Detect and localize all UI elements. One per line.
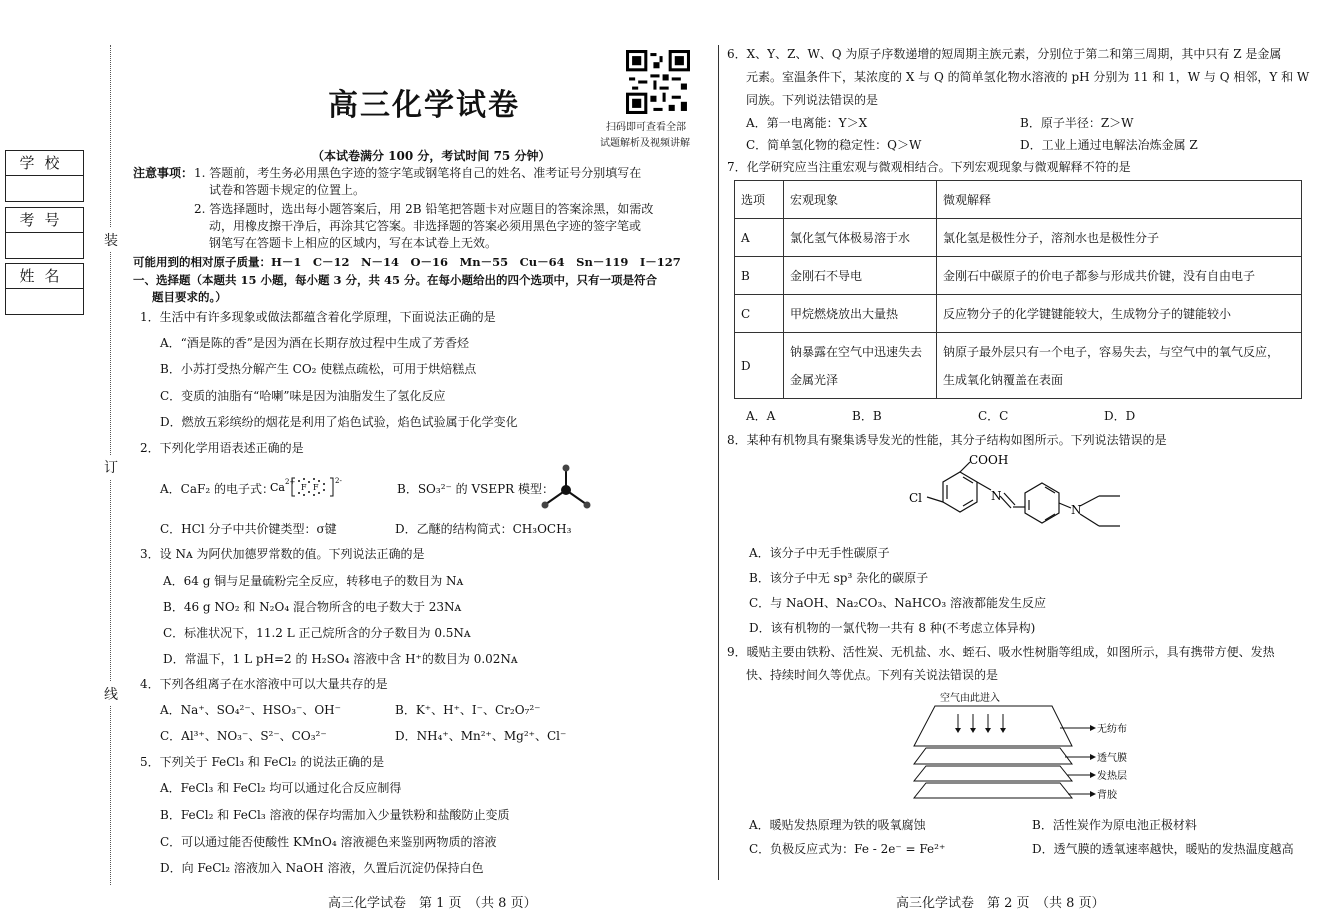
svg-text:F: F bbox=[301, 483, 307, 492]
school-blank bbox=[6, 176, 83, 201]
q8-option-d: D．该有机物的一氯代物一共有 8 种(不考虑立体异构) bbox=[749, 621, 1036, 635]
q6-option-b: B．原子半径：Z＞W bbox=[1020, 116, 1134, 130]
q7-row-c-micro: 反应物分子的化学键键能较大，生成物分子的键能较小 bbox=[937, 295, 1302, 333]
section-heading-1: 一、选择题（本题共 15 小题，每小题 3 分，共 45 分。在每小题给出的四个选项中，只有一项是符合 bbox=[133, 273, 658, 287]
q3-option-d: D．常温下，1 L pH=2 的 H₂SO₄ 溶液中含 H⁺的数目为 0.02Nᴀ bbox=[163, 652, 518, 666]
q7-row-a-micro: 氯化氢是极性分子，溶剂水也是极性分子 bbox=[937, 219, 1302, 257]
q1-option-c: C．变质的油脂有“哈喇”味是因为油脂发生了氢化反应 bbox=[160, 389, 446, 403]
q7-row-c-option: C bbox=[735, 295, 784, 333]
q1-option-d: D．燃放五彩缤纷的烟花是利用了焰色试验，焰色试验属于化学变化 bbox=[160, 415, 518, 429]
layer-heating-label: 发热层 bbox=[1097, 771, 1127, 782]
table-row bbox=[735, 295, 1302, 333]
q7-row-d-macro bbox=[784, 333, 937, 399]
q9-stem-1: 9．暖贴主要由铁粉、活性炭、无机盐、水、蛭石、吸水性树脂等组成，如图所示，具有携带方便、发热 bbox=[727, 645, 1275, 659]
imine-n-label: N bbox=[991, 489, 1002, 503]
q2-option-b: B．SO₃²⁻ 的 VSEPR 模型： bbox=[397, 482, 555, 496]
q7-row-d-macro-1: 钠暴露在空气中迅速失去 bbox=[790, 344, 923, 359]
note-2a: 2. 答选择题时，选出每小题答案后，用 2B 铅笔把答题卡对应题目的答案涂黑，如需改 bbox=[194, 202, 654, 216]
q7-row-d-micro-1: 钠原子最外层只有一个电子，容易失去，与空气中的氧气反应， bbox=[943, 344, 1280, 359]
q5-option-c: C．可以通过能否使酸性 KMnO₄ 溶液褪色来鉴别两物质的溶液 bbox=[160, 835, 497, 849]
binding-char-1: 装 bbox=[104, 228, 118, 252]
q1-stem: 1．生活中有许多现象或做法都蕴含着化学原理，下面说法正确的是 bbox=[140, 310, 496, 324]
q7-row-d-option: D bbox=[735, 333, 784, 399]
q6-stem-3: 同族。下列说法错误的是 bbox=[746, 93, 879, 107]
q7-header-macro: 宏观现象 bbox=[784, 181, 937, 219]
chlorine-label: Cl bbox=[909, 491, 923, 505]
school-label: 学校 bbox=[6, 151, 83, 176]
q7-stem: 7．化学研究应当注重宏观与微观相结合。下列宏观现象与微观解释不符的是 bbox=[727, 160, 1131, 174]
q9-option-b: B．活性炭作为原电池正极材料 bbox=[1032, 818, 1197, 832]
q3-option-a: A．64 g 铜与足量硫粉完全反应，转移电子的数目为 Nᴀ bbox=[163, 574, 464, 588]
q7-header-row bbox=[735, 181, 1302, 219]
q7-row-a-macro: 氯化氢气体极易溶于水 bbox=[784, 219, 937, 257]
qr-caption-1: 扫码即可查看全部 bbox=[606, 122, 686, 133]
q2-stem: 2．下列化学用语表述正确的是 bbox=[140, 441, 304, 455]
q9-option-d: D．透气膜的透氧速率越快，暖贴的发热温度越高 bbox=[1032, 842, 1294, 856]
q7-row-d-micro-2: 生成氧化钠覆盖在表面 bbox=[943, 372, 1064, 387]
q6-option-c: C．简单氢化物的稳定性：Q＞W bbox=[746, 138, 922, 152]
q4-stem: 4．下列各组离子在水溶液中可以大量共存的是 bbox=[140, 677, 388, 691]
q8-stem: 8．某种有机物具有聚集诱导发光的性能，其分子结构如图所示。下列说法错误的是 bbox=[727, 433, 1167, 447]
q8-option-a: A．该分子中无手性碳原子 bbox=[749, 546, 890, 560]
q4-option-c: C．Al³⁺、NO₃⁻、S²⁻、CO₃²⁻ bbox=[160, 729, 327, 743]
svg-text:2-: 2- bbox=[335, 477, 342, 485]
q7-choice-c: C．C bbox=[978, 409, 1009, 423]
exam-no-box bbox=[5, 207, 84, 259]
q7-choice-b: B．B bbox=[852, 409, 882, 423]
footer-page-1: 高三化学试卷 第 1 页 （共 8 页） bbox=[328, 896, 537, 911]
amine-n-label: N bbox=[1071, 503, 1082, 517]
q7-row-c-macro: 甲烷燃烧放出大量热 bbox=[784, 295, 937, 333]
q7-header-option: 选项 bbox=[735, 181, 784, 219]
binding-char-3: 线 bbox=[104, 682, 118, 706]
q3-option-b: B．46 g NO₂ 和 N₂O₄ 混合物所含的电子数大于 23Nᴀ bbox=[163, 600, 462, 614]
q9-option-a: A．暖贴发热原理为铁的吸氧腐蚀 bbox=[749, 818, 926, 832]
q7-choice-a: A．A bbox=[746, 409, 776, 423]
q7-row-d-macro-2: 金属光泽 bbox=[790, 372, 839, 387]
binding-char-2: 订 bbox=[104, 455, 118, 479]
svg-text:2+: 2+ bbox=[285, 478, 296, 486]
note-2b: 动，用橡皮擦干净后，再涂其它答案。非选择题的答案必须用黑色字迹的签字笔或 bbox=[209, 219, 642, 233]
q9-option-c: C．负极反应式为：Fe - 2e⁻ = Fe²⁺ bbox=[749, 842, 946, 856]
note-1b: 试卷和答题卡规定的位置上。 bbox=[209, 183, 366, 197]
q2-option-c: C．HCl 分子中共价键类型：σ键 bbox=[160, 522, 337, 536]
exam-no-blank bbox=[6, 233, 83, 258]
q6-stem-2: 元素。室温条件下，某浓度的 X 与 Q 的简单氢化物水溶液的 pH 分别为 11 和 1，W 与 Q 相邻，Y 和 W bbox=[746, 70, 1310, 84]
q8-option-b: B．该分子中无 sp³ 杂化的碳原子 bbox=[749, 571, 929, 585]
name-blank bbox=[6, 289, 83, 314]
section-heading-2: 题目要求的。） bbox=[152, 290, 227, 304]
q7-row-b-macro: 金刚石不导电 bbox=[784, 257, 937, 295]
svg-text:F: F bbox=[313, 483, 319, 492]
q7-row-a-option: A bbox=[735, 219, 784, 257]
cooh-label: COOH bbox=[969, 453, 1009, 467]
page-title: 高三化学试卷 bbox=[328, 88, 520, 123]
air-inlet-label: 空气由此进入 bbox=[940, 693, 1000, 704]
q1-option-b: B．小苏打受热分解产生 CO₂ 使糕点疏松，可用于烘焙糕点 bbox=[160, 362, 477, 376]
q4-option-b: B．K⁺、H⁺、I⁻、Cr₂O₇²⁻ bbox=[395, 703, 541, 717]
q4-option-a: A．Na⁺、SO₄²⁻、HSO₃⁻、OH⁻ bbox=[160, 703, 341, 717]
molecule-structure-icon bbox=[905, 450, 1135, 540]
qr-code-icon bbox=[626, 50, 690, 114]
layer-membrane-label: 透气膜 bbox=[1097, 753, 1127, 764]
atomic-masses: 可能用到的相对原子质量：H－1 C－12 N－14 O－16 Mn－55 Cu－64 Sn－119 I－127 bbox=[133, 255, 681, 269]
q7-header-micro: 微观解释 bbox=[937, 181, 1302, 219]
footer-page-2: 高三化学试卷 第 2 页 （共 8 页） bbox=[896, 896, 1105, 911]
q6-option-a: A．第一电离能：Y＞X bbox=[746, 116, 868, 130]
q3-stem: 3．设 Nᴀ 为阿伏加德罗常数的值。下列说法正确的是 bbox=[140, 547, 425, 561]
table-row bbox=[735, 333, 1302, 399]
name-box bbox=[5, 263, 84, 315]
qr-caption-2: 试题解析及视频讲解 bbox=[600, 138, 690, 149]
q2-option-d: D．乙醚的结构简式：CH₃OCH₃ bbox=[395, 522, 572, 536]
column-divider bbox=[718, 45, 719, 880]
q6-stem-1: 6．X、Y、Z、W、Q 为原子序数递增的短周期主族元素，分别位于第二和第三周期，其中只有 Z 是金属 bbox=[727, 47, 1282, 61]
q2-option-a: A．CaF₂ 的电子式： bbox=[160, 482, 274, 496]
layer-adhesive-label: 背胶 bbox=[1097, 790, 1117, 801]
q7-choice-d: D．D bbox=[1104, 409, 1136, 423]
q5-option-d: D．向 FeCl₂ 溶液加入 NaOH 溶液，久置后沉淀仍保持白色 bbox=[160, 861, 484, 875]
table-row bbox=[735, 219, 1302, 257]
q3-option-c: C．标准状况下，11.2 L 正己烷所含的分子数目为 0.5Nᴀ bbox=[163, 626, 471, 640]
exam-subtitle: （本试卷满分 100 分，考试时间 75 分钟） bbox=[312, 149, 551, 163]
electron-formula-icon bbox=[268, 474, 348, 500]
q1-option-a: A．“酒是陈的香”是因为酒在长期存放过程中生成了芳香烃 bbox=[160, 336, 469, 350]
vsepr-model-icon bbox=[538, 462, 594, 510]
heat-pad-diagram bbox=[910, 688, 1140, 806]
exam-no-label: 考号 bbox=[6, 208, 83, 233]
q8-option-c: C．与 NaOH、Na₂CO₃、NaHCO₃ 溶液都能发生反应 bbox=[749, 596, 1047, 610]
q5-stem: 5．下列关于 FeCl₃ 和 FeCl₂ 的说法正确的是 bbox=[140, 755, 385, 769]
q7-row-b-micro: 金刚石中碳原子的价电子都参与形成共价键，没有自由电子 bbox=[937, 257, 1302, 295]
q5-option-a: A．FeCl₃ 和 FeCl₂ 均可以通过化合反应制得 bbox=[160, 781, 402, 795]
note-2c: 钢笔写在答题卡上相应的区域内，写在本试卷上无效。 bbox=[209, 236, 498, 250]
school-box bbox=[5, 150, 84, 202]
q6-option-d: D．工业上通过电解法冶炼金属 Z bbox=[1020, 138, 1198, 152]
q7-row-d-micro bbox=[937, 333, 1302, 399]
q5-option-b: B．FeCl₂ 和 FeCl₃ 溶液的保存均需加入少量铁粉和盐酸防止变质 bbox=[160, 808, 510, 822]
name-label: 姓名 bbox=[6, 264, 83, 289]
q7-table bbox=[734, 180, 1302, 399]
table-row bbox=[735, 257, 1302, 295]
svg-text:Ca: Ca bbox=[270, 481, 285, 494]
q9-stem-2: 快、持续时间久等优点。下列有关说法错误的是 bbox=[746, 668, 999, 682]
q7-row-b-option: B bbox=[735, 257, 784, 295]
q4-option-d: D．NH₄⁺、Mn²⁺、Mg²⁺、Cl⁻ bbox=[395, 729, 567, 743]
notes-label: 注意事项： bbox=[133, 166, 194, 180]
note-1a: 1. 答题前，考生务必用黑色字迹的签字笔或钢笔将自己的姓名、准考证号分别填写在 bbox=[194, 166, 642, 180]
layer-nonwoven-label: 无纺布 bbox=[1097, 724, 1127, 735]
